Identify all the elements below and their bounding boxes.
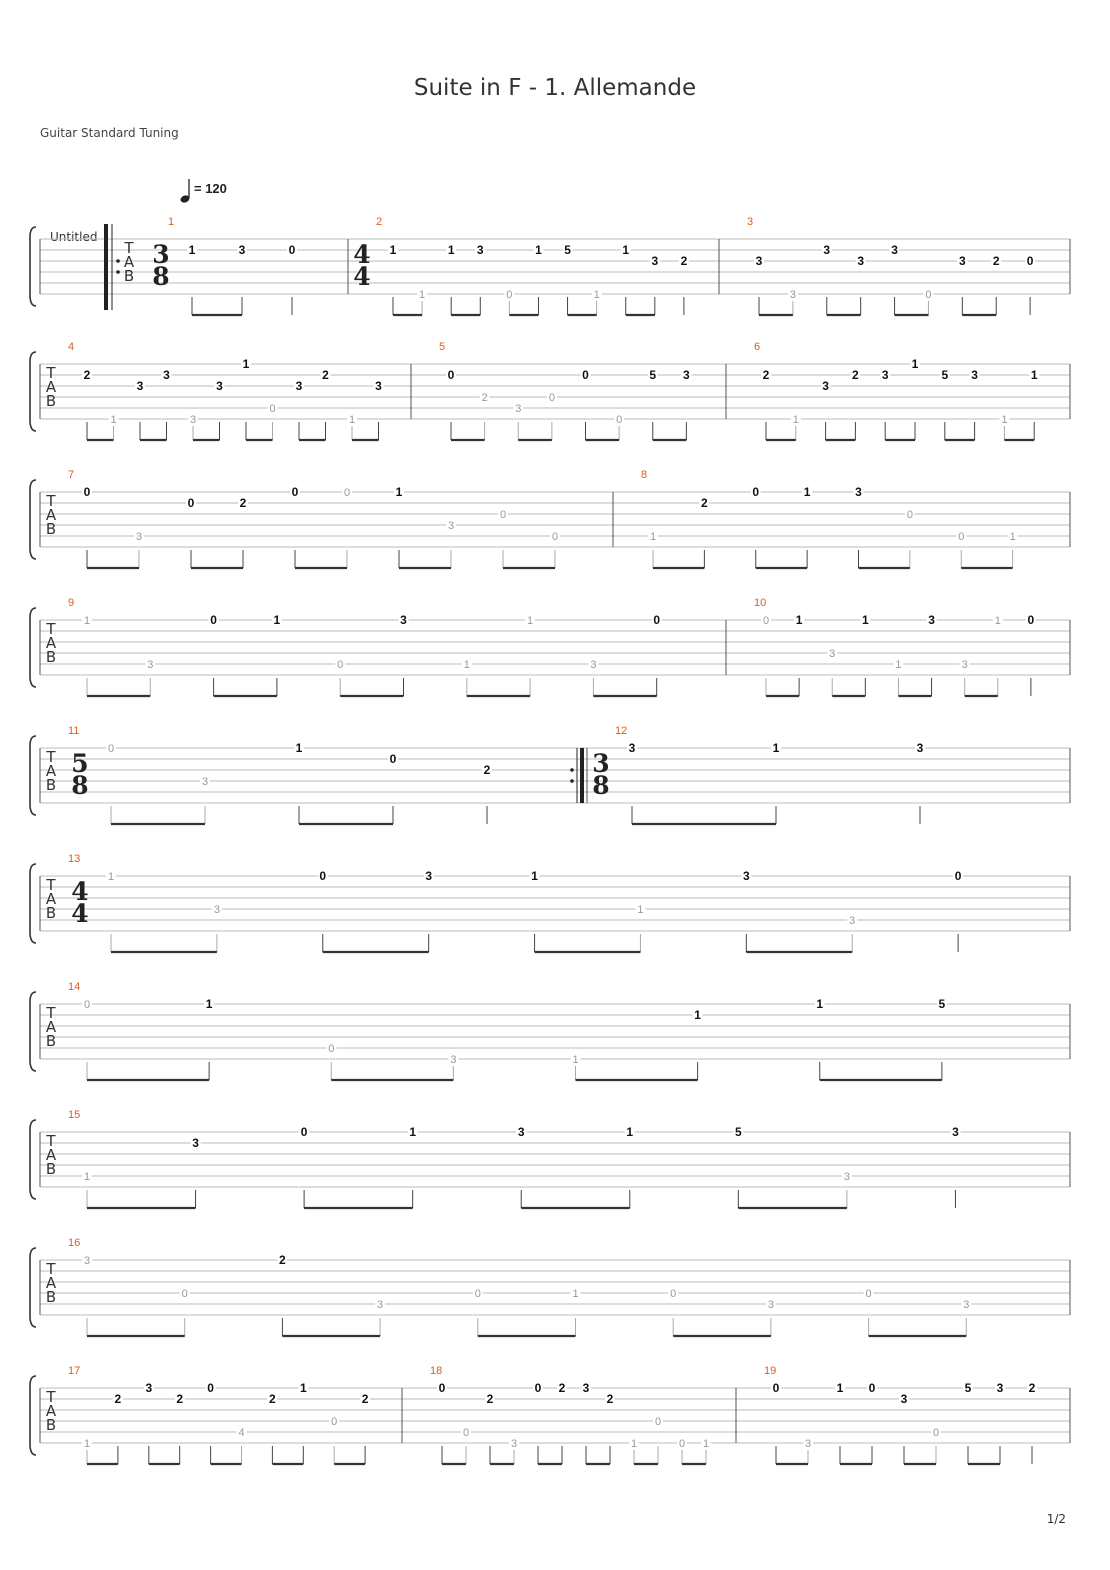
fret-number: 1 bbox=[836, 1381, 844, 1395]
fret-number: 2 bbox=[481, 392, 488, 404]
time-signature-numerator: 5 bbox=[71, 749, 89, 778]
fret-number: 0 bbox=[210, 613, 217, 627]
repeat-dot bbox=[116, 259, 120, 263]
fret-number: 1 bbox=[83, 615, 91, 627]
fret-number: 2 bbox=[558, 1381, 566, 1395]
tab-system bbox=[30, 981, 1070, 1080]
tab-systems bbox=[30, 216, 1070, 1464]
fret-number: 0 bbox=[534, 1381, 542, 1395]
tab-clef-letter: A bbox=[45, 1018, 57, 1036]
tab-clef-letter: T bbox=[124, 239, 134, 257]
fret-number: 0 bbox=[462, 1427, 470, 1439]
fret-number: 4 bbox=[238, 1427, 245, 1439]
tab-clef-letter: A bbox=[123, 253, 135, 271]
bar-number: 13 bbox=[68, 853, 81, 865]
bar-number: 6 bbox=[754, 341, 761, 353]
bar-number: 17 bbox=[68, 1365, 81, 1377]
measure bbox=[68, 981, 947, 1080]
fret-number: 3 bbox=[804, 1438, 812, 1450]
fret-number: 0 bbox=[865, 1288, 872, 1300]
fret-number: 3 bbox=[996, 1381, 1004, 1395]
fret-number: 0 bbox=[752, 485, 760, 499]
fret-number: 1 bbox=[626, 1125, 634, 1139]
fret-number: 5 bbox=[964, 1381, 972, 1395]
fret-number: 3 bbox=[375, 379, 382, 393]
fret-number: 3 bbox=[216, 379, 223, 393]
fret-number: 2 bbox=[176, 1392, 184, 1406]
system-brace bbox=[30, 1120, 36, 1199]
fret-number: 3 bbox=[928, 613, 935, 627]
fret-number: 1 bbox=[1009, 531, 1016, 543]
tab-clef-letter: T bbox=[46, 492, 56, 510]
fret-number: 3 bbox=[510, 1438, 518, 1450]
fret-number: 3 bbox=[958, 254, 966, 268]
fret-number: 5 bbox=[941, 368, 949, 382]
fret-number: 1 bbox=[622, 243, 630, 257]
fret-number: 1 bbox=[107, 871, 115, 883]
fret-number: 3 bbox=[136, 379, 144, 393]
measure bbox=[726, 597, 1036, 696]
time-signature-numerator: 3 bbox=[592, 749, 610, 778]
fret-number: 1 bbox=[299, 1381, 307, 1395]
bar-number: 19 bbox=[764, 1365, 777, 1377]
fret-number: 3 bbox=[822, 379, 829, 393]
fret-number: 0 bbox=[288, 243, 296, 257]
fret-number: 2 bbox=[992, 254, 1000, 268]
tab-clef-letter: A bbox=[45, 1274, 57, 1292]
tab-clef-letter: T bbox=[46, 620, 56, 638]
fret-number: 2 bbox=[114, 1392, 122, 1406]
fret-number: 3 bbox=[855, 485, 862, 499]
fret-number: 3 bbox=[517, 1125, 525, 1139]
fret-number: 3 bbox=[238, 243, 246, 257]
fret-number: 3 bbox=[829, 648, 836, 660]
measure bbox=[570, 725, 925, 824]
fret-number: 5 bbox=[649, 368, 657, 382]
fret-number: 2 bbox=[1028, 1381, 1036, 1395]
tab-clef-letter: A bbox=[45, 506, 57, 524]
fret-number: 0 bbox=[678, 1438, 686, 1450]
fret-number: 0 bbox=[291, 485, 299, 499]
fret-number: 3 bbox=[400, 613, 407, 627]
system-brace bbox=[30, 736, 36, 815]
fret-number: 0 bbox=[83, 485, 91, 499]
time-signature-denominator: 4 bbox=[71, 899, 89, 928]
fret-number: 3 bbox=[789, 289, 796, 301]
fret-number: 3 bbox=[916, 741, 924, 755]
fret-number: 3 bbox=[963, 1299, 970, 1311]
fret-number: 1 bbox=[83, 1171, 91, 1183]
bar-number: 1 bbox=[168, 216, 175, 228]
system-brace bbox=[30, 1376, 36, 1455]
tab-clef-letter: T bbox=[46, 876, 56, 894]
tab-clef-letter: B bbox=[45, 648, 57, 666]
fret-number: 1 bbox=[409, 1125, 417, 1139]
fret-number: 0 bbox=[300, 1125, 308, 1139]
bar-number: 2 bbox=[376, 216, 383, 228]
fret-number: 0 bbox=[506, 289, 513, 301]
bar-number: 5 bbox=[439, 341, 446, 353]
fret-number: 3 bbox=[147, 659, 154, 671]
fret-number: 0 bbox=[551, 531, 559, 543]
repeat-dot bbox=[570, 768, 574, 772]
fret-number: 3 bbox=[582, 1381, 590, 1395]
fret-number: 0 bbox=[83, 999, 91, 1011]
tab-clef-letter: T bbox=[46, 1132, 56, 1150]
fret-number: 1 bbox=[205, 997, 213, 1011]
tab-clef-letter: B bbox=[45, 1288, 57, 1306]
tab-clef-letter: B bbox=[45, 904, 57, 922]
bar-number: 14 bbox=[68, 981, 81, 993]
fret-number: 5 bbox=[734, 1125, 742, 1139]
fret-number: 3 bbox=[971, 368, 978, 382]
measure bbox=[348, 216, 689, 315]
measure bbox=[68, 1237, 971, 1336]
fret-number: 0 bbox=[328, 1043, 335, 1055]
tab-clef-letter: B bbox=[45, 1160, 57, 1178]
measure bbox=[68, 853, 963, 952]
fret-number: 0 bbox=[1027, 613, 1035, 627]
fret-number: 2 bbox=[680, 254, 688, 268]
fret-number: 3 bbox=[425, 869, 433, 883]
time-signature-denominator: 8 bbox=[71, 771, 89, 800]
fret-number: 1 bbox=[463, 659, 470, 671]
bar-number: 8 bbox=[641, 469, 648, 481]
fret-number: 1 bbox=[389, 243, 397, 257]
fret-number: 3 bbox=[881, 368, 889, 382]
fret-number: 1 bbox=[535, 243, 542, 257]
fret-number: 0 bbox=[389, 752, 397, 766]
fret-number: 0 bbox=[616, 414, 623, 426]
bar-number: 15 bbox=[68, 1109, 81, 1121]
fret-number: 0 bbox=[548, 392, 555, 404]
fret-number: 1 bbox=[792, 414, 799, 426]
tab-clef-letter: B bbox=[123, 267, 135, 285]
time-signature-denominator: 8 bbox=[592, 771, 610, 800]
fret-number: 1 bbox=[1030, 368, 1038, 382]
fret-number: 0 bbox=[762, 615, 770, 627]
fret-number: 1 bbox=[593, 289, 600, 301]
fret-number: 1 bbox=[572, 1054, 579, 1066]
fret-number: 2 bbox=[322, 368, 329, 382]
fret-number: 2 bbox=[762, 368, 770, 382]
fret-number: 3 bbox=[145, 1381, 153, 1395]
fret-number: 0 bbox=[868, 1381, 876, 1395]
fret-number: 1 bbox=[531, 869, 538, 883]
fret-number: 5 bbox=[564, 243, 571, 257]
repeat-start-thick-bar bbox=[104, 224, 108, 310]
fret-number: 3 bbox=[767, 1299, 774, 1311]
repeat-end-thick-bar bbox=[580, 748, 584, 803]
fret-number: 1 bbox=[348, 414, 356, 426]
fret-number: 0 bbox=[1026, 254, 1034, 268]
measure bbox=[68, 597, 662, 696]
fret-number: 3 bbox=[742, 869, 750, 883]
measure bbox=[68, 469, 560, 568]
fret-number: 3 bbox=[961, 659, 968, 671]
tab-clef-letter: T bbox=[46, 1388, 56, 1406]
fret-number: 0 bbox=[331, 1416, 338, 1428]
fret-number: 3 bbox=[683, 368, 690, 382]
fret-number: 3 bbox=[590, 659, 597, 671]
measure bbox=[68, 725, 492, 824]
fret-number: 0 bbox=[187, 496, 195, 510]
fret-number: 3 bbox=[476, 243, 484, 257]
fret-number: 2 bbox=[852, 368, 859, 382]
fret-number: 1 bbox=[188, 243, 196, 257]
fret-number: 0 bbox=[438, 1381, 446, 1395]
fret-number: 2 bbox=[483, 763, 491, 777]
fret-number: 1 bbox=[83, 1438, 91, 1450]
fret-number: 0 bbox=[181, 1288, 188, 1300]
bar-number: 11 bbox=[68, 725, 80, 737]
bar-number: 3 bbox=[747, 216, 754, 228]
fret-number: 1 bbox=[816, 997, 824, 1011]
fret-number: 0 bbox=[207, 1381, 214, 1395]
measure bbox=[411, 341, 691, 440]
fret-number: 1 bbox=[273, 613, 281, 627]
fret-number: 0 bbox=[954, 869, 962, 883]
fret-number: 2 bbox=[269, 1392, 276, 1406]
tab-system bbox=[30, 469, 1070, 568]
tab-clef-letter: B bbox=[45, 776, 57, 794]
system-brace bbox=[30, 992, 36, 1071]
fret-number: 3 bbox=[83, 1255, 91, 1267]
fret-number: 1 bbox=[803, 485, 811, 499]
tab-clef-letter: T bbox=[46, 364, 56, 382]
fret-number: 0 bbox=[499, 509, 507, 521]
fret-number: 1 bbox=[911, 357, 919, 371]
bar-number: 10 bbox=[754, 597, 767, 609]
fret-number: 1 bbox=[242, 357, 250, 371]
fret-number: 1 bbox=[694, 1008, 701, 1022]
fret-number: 3 bbox=[163, 368, 170, 382]
fret-number: 2 bbox=[279, 1253, 286, 1267]
fret-number: 3 bbox=[651, 254, 659, 268]
fret-number: 3 bbox=[189, 414, 197, 426]
fret-number: 2 bbox=[606, 1392, 614, 1406]
fret-number: 1 bbox=[572, 1288, 579, 1300]
measure bbox=[726, 341, 1039, 440]
instrument-name: Untitled bbox=[50, 230, 98, 244]
fret-number: 1 bbox=[1001, 414, 1008, 426]
tab-clef-letter: A bbox=[45, 378, 57, 396]
fret-number: 1 bbox=[110, 414, 117, 426]
tab-clef-letter: A bbox=[45, 762, 57, 780]
fret-number: 1 bbox=[395, 485, 403, 499]
tab-clef-letter: A bbox=[45, 634, 57, 652]
tab-clef-letter: T bbox=[46, 1260, 56, 1278]
measure bbox=[68, 1109, 960, 1208]
bar-number: 12 bbox=[615, 725, 628, 737]
fret-number: 3 bbox=[755, 254, 763, 268]
tab-system bbox=[30, 853, 1070, 952]
bar-number: 4 bbox=[68, 341, 75, 353]
tab-clef-letter: B bbox=[45, 520, 57, 538]
measure bbox=[402, 1365, 711, 1464]
fret-number: 0 bbox=[337, 659, 344, 671]
tab-system bbox=[30, 1237, 1070, 1336]
tab-system bbox=[30, 725, 1070, 824]
measure bbox=[613, 469, 1018, 568]
fret-number: 0 bbox=[653, 613, 661, 627]
fret-number: 3 bbox=[295, 379, 303, 393]
fret-number: 0 bbox=[319, 869, 327, 883]
time-signature-numerator: 3 bbox=[152, 240, 170, 269]
tab-clef-letter: T bbox=[46, 748, 56, 766]
tab-system bbox=[30, 597, 1070, 696]
fret-number: 3 bbox=[823, 243, 831, 257]
fret-number: 1 bbox=[895, 659, 902, 671]
fret-number: 3 bbox=[377, 1299, 384, 1311]
page-number: 1/2 bbox=[1046, 1512, 1066, 1526]
fret-number: 1 bbox=[527, 615, 534, 627]
tab-system bbox=[30, 216, 1070, 315]
fret-number: 3 bbox=[900, 1392, 908, 1406]
fret-number: 3 bbox=[857, 254, 865, 268]
fret-number: 1 bbox=[447, 243, 455, 257]
tuning-label: Guitar Standard Tuning bbox=[40, 126, 179, 140]
measure bbox=[68, 1365, 370, 1464]
fret-number: 1 bbox=[630, 1438, 638, 1450]
bar-number: 7 bbox=[68, 469, 75, 481]
tempo-value: = 120 bbox=[194, 181, 227, 196]
fret-number: 3 bbox=[450, 1054, 457, 1066]
tempo-marking bbox=[180, 179, 227, 204]
bar-number: 18 bbox=[430, 1365, 443, 1377]
tab-clef-letter: B bbox=[45, 1032, 57, 1050]
system-brace bbox=[30, 608, 36, 687]
fret-number: 1 bbox=[772, 741, 780, 755]
time-signature-denominator: 4 bbox=[353, 262, 371, 291]
fret-number: 0 bbox=[447, 368, 455, 382]
system-brace bbox=[30, 227, 36, 306]
measure bbox=[719, 216, 1035, 315]
measure bbox=[68, 341, 384, 440]
fret-number: 5 bbox=[938, 997, 946, 1011]
fret-number: 0 bbox=[958, 531, 965, 543]
repeat-dot bbox=[570, 779, 574, 783]
time-signature-numerator: 4 bbox=[353, 240, 371, 269]
fret-number: 3 bbox=[849, 915, 856, 927]
fret-number: 1 bbox=[295, 741, 303, 755]
fret-number: 2 bbox=[486, 1392, 494, 1406]
fret-number: 1 bbox=[649, 531, 657, 543]
fret-number: 0 bbox=[906, 509, 913, 521]
tab-clef-letter: B bbox=[45, 392, 57, 410]
time-signature-numerator: 4 bbox=[71, 877, 89, 906]
fret-number: 0 bbox=[474, 1288, 481, 1300]
fret-number: 1 bbox=[702, 1438, 710, 1450]
system-brace bbox=[30, 352, 36, 431]
fret-number: 1 bbox=[419, 289, 426, 301]
fret-number: 0 bbox=[343, 487, 351, 499]
fret-number: 0 bbox=[269, 403, 276, 415]
fret-number: 3 bbox=[952, 1125, 959, 1139]
fret-number: 1 bbox=[994, 615, 1001, 627]
fret-number: 3 bbox=[201, 776, 209, 788]
fret-number: 0 bbox=[932, 1427, 940, 1439]
fret-number: 0 bbox=[670, 1288, 677, 1300]
system-brace bbox=[30, 864, 36, 943]
tab-clef-letter: A bbox=[45, 890, 57, 908]
fret-number: 1 bbox=[861, 613, 869, 627]
system-brace bbox=[30, 480, 36, 559]
fret-number: 1 bbox=[795, 613, 803, 627]
fret-number: 1 bbox=[637, 904, 644, 916]
score-title: Suite in F - 1. Allemande bbox=[413, 75, 697, 101]
fret-number: 3 bbox=[135, 531, 143, 543]
fret-number: 0 bbox=[582, 368, 589, 382]
fret-number: 0 bbox=[925, 289, 932, 301]
fret-number: 2 bbox=[361, 1392, 369, 1406]
fret-number: 0 bbox=[772, 1381, 780, 1395]
bar-number: 9 bbox=[68, 597, 75, 609]
fret-number: 0 bbox=[654, 1416, 662, 1428]
time-signature-denominator: 8 bbox=[152, 262, 170, 291]
fret-number: 3 bbox=[447, 520, 455, 532]
tab-clef-letter: B bbox=[45, 1416, 57, 1434]
fret-number: 2 bbox=[239, 496, 247, 510]
tab-system bbox=[30, 1109, 1070, 1208]
fret-number: 3 bbox=[891, 243, 898, 257]
fret-number: 2 bbox=[83, 368, 91, 382]
tab-system bbox=[30, 1365, 1070, 1464]
fret-number: 0 bbox=[107, 743, 115, 755]
tab-clef-letter: A bbox=[45, 1146, 57, 1164]
fret-number: 3 bbox=[213, 904, 220, 916]
tab-clef-letter: T bbox=[46, 1004, 56, 1022]
system-brace bbox=[30, 1248, 36, 1327]
fret-number: 3 bbox=[515, 403, 522, 415]
fret-number: 3 bbox=[192, 1136, 199, 1150]
fret-number: 2 bbox=[701, 496, 708, 510]
fret-number: 3 bbox=[628, 741, 636, 755]
bar-number: 16 bbox=[68, 1237, 81, 1249]
tab-clef-letter: A bbox=[45, 1402, 57, 1420]
tab-system bbox=[30, 341, 1070, 440]
measure bbox=[736, 1365, 1037, 1464]
fret-number: 3 bbox=[843, 1171, 850, 1183]
repeat-dot bbox=[116, 270, 120, 274]
